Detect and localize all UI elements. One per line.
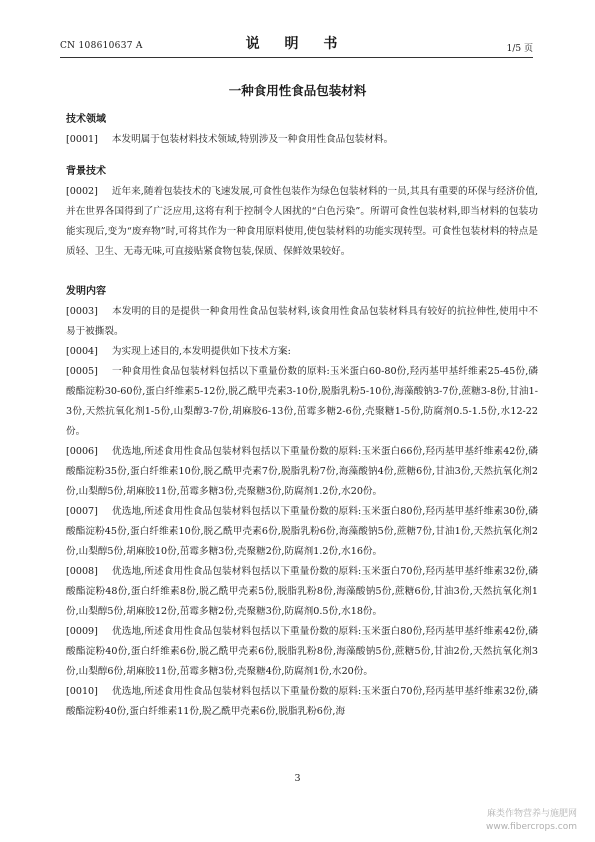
publication-number: CN 108610637 A [60, 41, 143, 51]
header-rule [60, 57, 533, 58]
paragraph-0005 [66, 362, 538, 442]
document-title: 一种食用性食品包装材料 [228, 83, 367, 98]
paragraph-text: 本发明属于包装材料技术领域,特别涉及一种食用性食品包装材料。 [111, 134, 394, 145]
page-header [60, 33, 533, 55]
paragraph-number: [0004] [66, 346, 98, 357]
paragraph-number: [0006] [66, 446, 98, 457]
page-indicator: 1/5 页 [506, 44, 533, 54]
paragraph-text: 本发明的目的是提供一种食用性食品包装材料,该食用性食品包装材料具有较好的抗拉伸性,使用中不易于被撕裂。 [66, 306, 538, 337]
paragraph-0002 [66, 182, 538, 262]
watermark [486, 808, 577, 834]
paragraph-number: [0007] [66, 506, 98, 517]
paragraph-0008 [66, 562, 538, 622]
paragraph-number: [0003] [66, 306, 98, 317]
paragraph-0007 [66, 502, 538, 562]
paragraph-text: 为实现上述目的,本发明提供如下技术方案: [111, 346, 291, 357]
paragraph-number: [0002] [66, 186, 98, 197]
document-body [66, 110, 538, 722]
document-type-title: 说 明 书 [245, 36, 348, 52]
paragraph-0003 [66, 302, 538, 342]
paragraph-text: 优选地,所述食用性食品包装材料包括以下重量份数的原料:玉米蛋白80份,羟丙基甲基纤维素30份,磷酸酯淀粉45份,蛋白纤维素10份,脱乙酰甲壳素6份,脱脂乳粉6份,海藻酸钠5份,蔗糖7份,甘油1份,天然抗氧化剂2份,山梨醇5份,胡麻胶10份,茁霉多糖3份,壳聚糖2份,防腐剂1.2份,水16份。 [66, 506, 538, 557]
paragraph-number: [0009] [66, 626, 98, 637]
section-heading: 技术领域 [66, 114, 106, 125]
paragraph-text: 优选地,所述食用性食品包装材料包括以下重量份数的原料:玉米蛋白70份,羟丙基甲基纤维素32份,磷酸酯淀粉48份,蛋白纤维素8份,脱乙酰甲壳素5份,脱脂乳粉8份,海藻酸钠5份,蔗糖6份,甘油3份,天然抗氧化剂1份,山梨醇5份,胡麻胶12份,茁霉多糖2份,壳聚糖3份,防腐剂0.5份,水18份。 [66, 566, 538, 617]
paragraph-0001 [66, 130, 538, 150]
paragraph-number: [0008] [66, 566, 98, 577]
paragraph-text: 一种食用性食品包装材料包括以下重量份数的原料:玉米蛋白60-80份,羟丙基甲基纤维素25-45份,磷酸酯淀粉30-60份,蛋白纤维素5-12份,脱乙酰甲壳素3-10份,脱脂乳粉5-10份,海藻酸钠3-7份,蔗糖3-8份,甘油1-3份,天然抗氧化剂1-5份,山梨醇3-7份,胡麻胶6-13份,茁霉多糖2-6份,壳聚糖1-5份,防腐剂0.5-1.5份,水12-22份。 [66, 366, 538, 437]
paragraph-0009 [66, 622, 538, 682]
paragraph-text: 优选地,所述食用性食品包装材料包括以下重量份数的原料:玉米蛋白80份,羟丙基甲基纤维素42份,磷酸酯淀粉40份,蛋白纤维素6份,脱乙酰甲壳素6份,脱脂乳粉8份,海藻酸钠5份,蔗糖5份,甘油2份,天然抗氧化剂3份,山梨醇6份,胡麻胶11份,茁霉多糖3份,壳聚糖4份,防腐剂1份,水20份。 [66, 626, 538, 677]
paragraph-number: [0005] [66, 366, 98, 377]
paragraph-0006 [66, 442, 538, 502]
paragraph-0004 [66, 342, 538, 362]
watermark-line: www.fibercrops.com [486, 822, 577, 832]
paragraph-text: 近年来,随着包装技术的飞速发展,可食性包装作为绿色包装材料的一员,其具有重要的环保与经济价值,并在世界各国得到了广泛应用,这将有利于控制令人困扰的“白色污染”。所谓可食性包装材料,即当材料的包装功能实现后,变为“废弃物”时,可将其作为一种食用原料使用,使包装材料的功能实现转型。可食性包装材料的特点是质轻、卫生、无毒无味,可直接贴紧食物包装,保质、保鲜效果较好。 [66, 186, 538, 257]
watermark-line: 麻类作物营养与施肥网 [486, 809, 577, 819]
section-heading: 背景技术 [66, 166, 106, 177]
paragraph-text: 优选地,所述食用性食品包装材料包括以下重量份数的原料:玉米蛋白70份,羟丙基甲基纤维素32份,磷酸酯淀粉40份,蛋白纤维素11份,脱乙酰甲壳素6份,脱脂乳粉6份,海 [66, 686, 538, 717]
paragraph-number: [0010] [66, 686, 98, 697]
paragraph-text: 优选地,所述食用性食品包装材料包括以下重量份数的原料:玉米蛋白66份,羟丙基甲基纤维素42份,磷酸酯淀粉35份,蛋白纤维素10份,脱乙酰甲壳素7份,脱脂乳粉7份,海藻酸钠4份,蔗糖6份,甘油3份,天然抗氧化剂2份,山梨醇5份,胡麻胶11份,茁霉多糖3份,壳聚糖3份,防腐剂1.2份,水20份。 [66, 446, 538, 497]
paragraph-0010 [66, 682, 538, 722]
section-heading: 发明内容 [66, 286, 106, 297]
page-number: 3 [294, 773, 301, 784]
paragraph-number: [0001] [66, 134, 98, 145]
